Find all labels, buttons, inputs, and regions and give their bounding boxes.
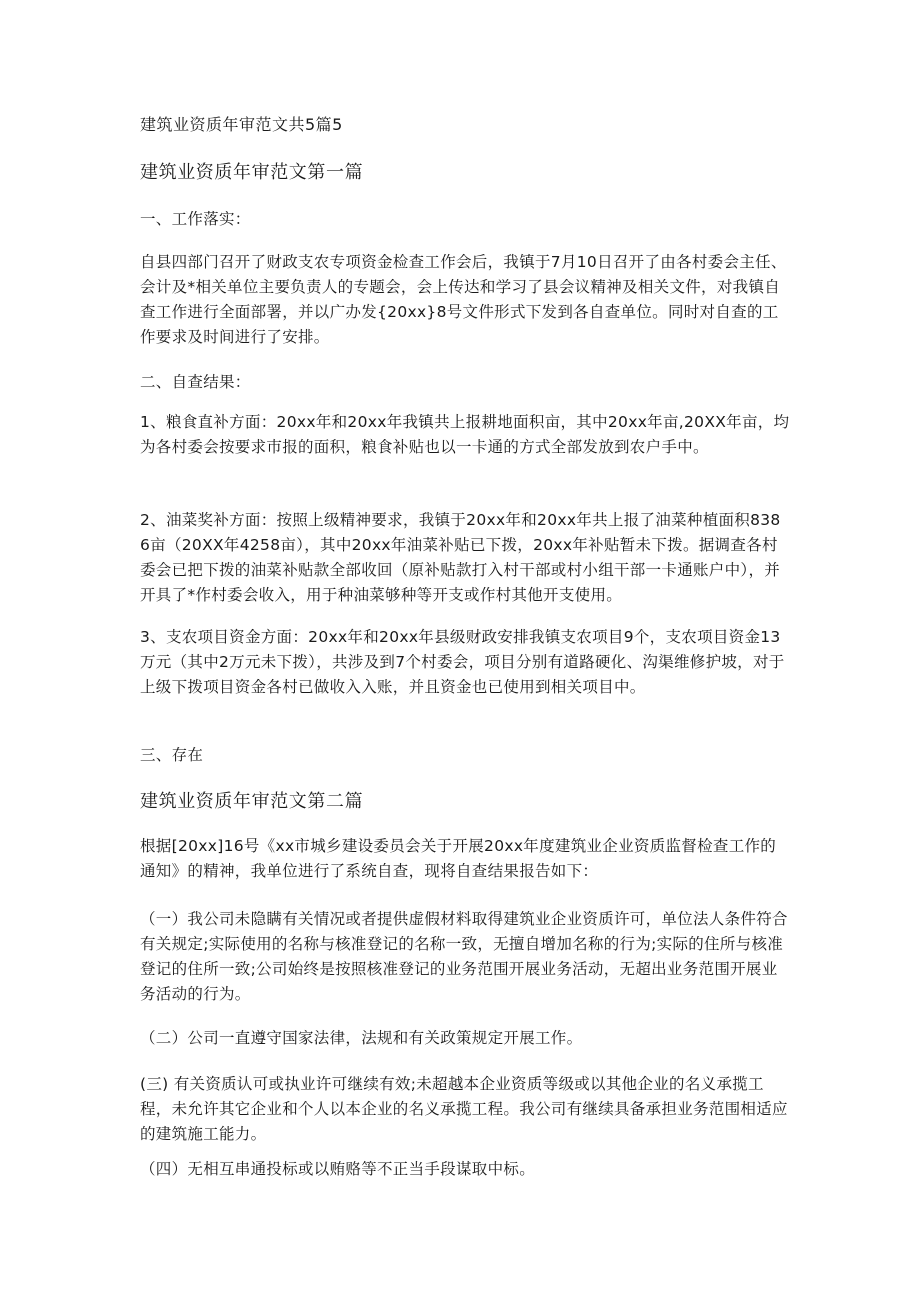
article1-section1-paragraph: 自县四部门召开了财政支农专项资金检查工作会后，我镇于7月10日召开了由各村委会主任、会计及*相关单位主要负责人的专题会，会上传达和学习了县会议精神及相关文件，对我镇自查工作进行全面部署，并以广办发{20xx}8号文件形式下发到各自查单位。同时对自查的工作要求及时间进行了安排。 <box>140 253 787 346</box>
article1-heading: 建筑业资质年审范文第一篇 <box>140 162 364 183</box>
article2-paragraph-3: (三) 有关资质认可或执业许可继续有效;未超越本企业资质等级或以其他企业的名义承揽工程，未允许其它企业和个人以本企业的名义承揽工程。我公司有继续具备承担业务范围相适应的建筑施工能力。 <box>140 1075 788 1143</box>
article2-paragraph-4: （四）无相互串通投标或以贿赂等不正当手段谋取中标。 <box>140 1160 536 1178</box>
article2-intro-paragraph: 根据[20xx]16号《xx市城乡建设委员会关于开展20xx年度建筑业企业资质监督检查工作的通知》的精神，我单位进行了系统自查，现将自查结果报告如下： <box>140 837 777 880</box>
article2-heading: 建筑业资质年审范文第二篇 <box>140 791 364 812</box>
article1-section1-label: 一、工作落实： <box>140 210 251 228</box>
article1-section3-label: 三、存在 <box>140 746 204 764</box>
document-title: 建筑业资质年审范文共5篇5 <box>140 115 343 134</box>
article1-section2-label: 二、自查结果： <box>140 373 251 391</box>
article1-item2-paragraph: 2、油菜奖补方面：按照上级精神要求，我镇于20xx年和20xx年共上报了油菜种植面积8386亩（20XX年4258亩），其中20xx年油菜补贴已下拨，20xx年补贴暂未下拨。据调查各村委会已把下拨的油菜补贴款全部收回（原补贴款打入村干部或村小组干部一卡通账户中），并开具了*作村委会收入，用于种油菜够种等开支或作村其他开支使用。 <box>140 511 781 604</box>
article2-paragraph-1: （一）我公司未隐瞒有关情况或者提供虚假材料取得建筑业企业资质许可，单位法人条件符合有关规定;实际使用的名称与核准登记的名称一致，无擅自增加名称的行为;实际的住所与核准登记的住所一致;公司始终是按照核准登记的业务范围开展业务活动，无超出业务范围开展业务活动的行为。 <box>140 910 788 1003</box>
article1-item1-paragraph: 1、粮食直补方面：20xx年和20xx年我镇共上报耕地面积亩，其中20xx年亩,20XX年亩，均为各村委会按要求巿报的面积，粮食补贴也以一卡通的方式全部发放到农户手中。 <box>140 413 790 456</box>
article2-paragraph-2: （二）公司一直遵守国家法律，法规和有关政策规定开展工作。 <box>140 1029 583 1047</box>
article1-item3-paragraph: 3、支农项目资金方面：20xx年和20xx年县级财政安排我镇支农项目9个，支农项目资金13万元（其中2万元未下拨），共涉及到7个村委会，项目分别有道路硬化、沟渠维修护坡，对于上级下拨项目资金各村已做收入入账，并且资金也已使用到相关项目中。 <box>140 628 785 696</box>
